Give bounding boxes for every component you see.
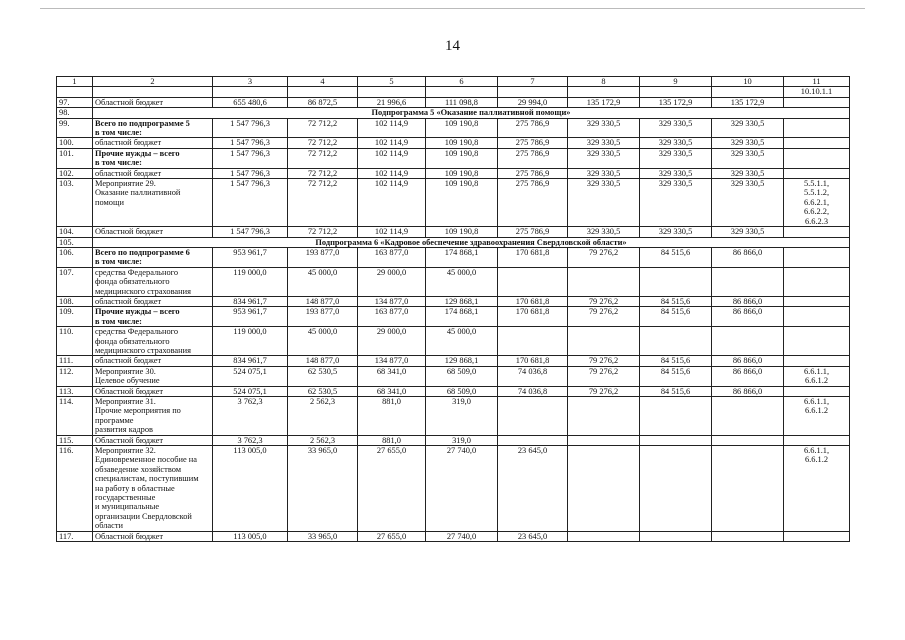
target-code: 6.6.1.1, 6.6.1.2 — [784, 446, 850, 532]
amount-cell — [712, 446, 784, 532]
amount-cell: 109 190,8 — [426, 179, 498, 227]
amount-cell: 275 786,9 — [498, 138, 568, 148]
amount-cell: 72 712,2 — [288, 118, 358, 138]
target-code — [784, 531, 850, 541]
row-label: Всего по подпрограмме 5 в том числе: — [93, 118, 213, 138]
amount-cell — [568, 435, 640, 445]
amount-cell: 23 645,0 — [498, 531, 568, 541]
row-number: 106. — [57, 247, 93, 267]
target-code — [784, 247, 850, 267]
amount-cell: 72 712,2 — [288, 148, 358, 168]
amount-cell: 135 172,9 — [712, 97, 784, 107]
row-label: Областной бюджет — [93, 435, 213, 445]
amount-cell: 102 114,9 — [358, 179, 426, 227]
table-row — [57, 446, 850, 532]
amount-cell: 86 866,0 — [712, 247, 784, 267]
target-code — [784, 435, 850, 445]
amount-cell: 163 877,0 — [358, 307, 426, 327]
row-number: 104. — [57, 227, 93, 237]
amount-cell — [498, 327, 568, 356]
row-label: Областной бюджет — [93, 97, 213, 107]
target-code — [784, 118, 850, 138]
amount-cell — [640, 435, 712, 445]
amount-cell: 27 655,0 — [358, 531, 426, 541]
amount-cell: 329 330,5 — [712, 179, 784, 227]
amount-cell: 193 877,0 — [288, 247, 358, 267]
amount-cell: 881,0 — [358, 435, 426, 445]
table-body — [57, 87, 850, 542]
amount-cell — [568, 446, 640, 532]
amount-cell — [640, 397, 712, 436]
amount-cell: 319,0 — [426, 435, 498, 445]
amount-cell: 102 114,9 — [358, 227, 426, 237]
row-number: 107. — [57, 267, 93, 296]
amount-cell — [498, 267, 568, 296]
amount-cell: 84 515,6 — [640, 247, 712, 267]
amount-cell — [498, 397, 568, 436]
amount-cell — [426, 87, 498, 97]
amount-cell: 27 740,0 — [426, 531, 498, 541]
amount-cell: 45 000,0 — [426, 327, 498, 356]
table-row — [57, 97, 850, 107]
amount-cell: 68 341,0 — [358, 366, 426, 386]
row-number: 115. — [57, 435, 93, 445]
amount-cell — [640, 327, 712, 356]
table-row — [57, 386, 850, 396]
amount-cell: 329 330,5 — [712, 148, 784, 168]
table-row — [57, 307, 850, 327]
amount-cell — [712, 87, 784, 97]
amount-cell: 524 075,1 — [213, 366, 288, 386]
amount-cell — [288, 87, 358, 97]
amount-cell — [568, 87, 640, 97]
amount-cell: 86 872,5 — [288, 97, 358, 107]
column-header: 7 — [498, 77, 568, 87]
row-number: 102. — [57, 168, 93, 178]
target-code — [784, 307, 850, 327]
amount-cell: 135 172,9 — [568, 97, 640, 107]
amount-cell — [712, 267, 784, 296]
amount-cell: 62 530,5 — [288, 386, 358, 396]
amount-cell: 329 330,5 — [568, 148, 640, 168]
row-number: 111. — [57, 356, 93, 366]
row-number: 117. — [57, 531, 93, 541]
amount-cell: 29 994,0 — [498, 97, 568, 107]
budget-table — [56, 76, 850, 542]
amount-cell: 329 330,5 — [568, 168, 640, 178]
amount-cell: 29 000,0 — [358, 267, 426, 296]
amount-cell — [568, 327, 640, 356]
target-code — [784, 267, 850, 296]
amount-cell: 1 547 796,3 — [213, 118, 288, 138]
amount-cell: 119 000,0 — [213, 267, 288, 296]
amount-cell — [568, 267, 640, 296]
amount-cell — [358, 87, 426, 97]
amount-cell: 170 681,8 — [498, 296, 568, 306]
amount-cell: 72 712,2 — [288, 179, 358, 227]
row-label: Прочие нужды – всего в том числе: — [93, 307, 213, 327]
row-label: Мероприятие 32. Единовременное пособие на обзаведение хозяйством специалистам, поступившим на работу в областные государственные и муниципальные организации Свердловской области — [93, 446, 213, 532]
table-row — [57, 168, 850, 178]
amount-cell: 102 114,9 — [358, 138, 426, 148]
amount-cell: 170 681,8 — [498, 356, 568, 366]
target-code: 10.10.1.1 — [784, 87, 850, 97]
amount-cell: 174 868,1 — [426, 307, 498, 327]
row-label: Областной бюджет — [93, 227, 213, 237]
section-title: Подпрограмма 5 «Оказание паллиативной помощи» — [93, 108, 850, 118]
amount-cell: 129 868,1 — [426, 356, 498, 366]
amount-cell: 275 786,9 — [498, 227, 568, 237]
amount-cell: 84 515,6 — [640, 307, 712, 327]
target-code — [784, 97, 850, 107]
row-number: 112. — [57, 366, 93, 386]
amount-cell — [712, 327, 784, 356]
row-number: 103. — [57, 179, 93, 227]
amount-cell — [712, 531, 784, 541]
row-number: 99. — [57, 118, 93, 138]
amount-cell — [568, 531, 640, 541]
row-number: 105. — [57, 237, 93, 247]
amount-cell: 86 866,0 — [712, 307, 784, 327]
amount-cell — [213, 87, 288, 97]
amount-cell: 275 786,9 — [498, 168, 568, 178]
amount-cell: 72 712,2 — [288, 168, 358, 178]
column-header: 4 — [288, 77, 358, 87]
row-label: областной бюджет — [93, 356, 213, 366]
table-row — [57, 366, 850, 386]
amount-cell: 79 276,2 — [568, 296, 640, 306]
amount-cell: 102 114,9 — [358, 118, 426, 138]
target-code: 5.5.1.1, 5.5.1.2, 6.6.2.1, 6.6.2.2, 6.6.2.3 — [784, 179, 850, 227]
amount-cell: 329 330,5 — [712, 118, 784, 138]
section-row — [57, 237, 850, 247]
amount-cell: 329 330,5 — [640, 138, 712, 148]
amount-cell: 193 877,0 — [288, 307, 358, 327]
top-rule — [40, 8, 865, 9]
amount-cell: 2 562,3 — [288, 435, 358, 445]
row-number: 97. — [57, 97, 93, 107]
amount-cell: 524 075,1 — [213, 386, 288, 396]
row-label: Областной бюджет — [93, 386, 213, 396]
amount-cell: 329 330,5 — [568, 179, 640, 227]
amount-cell: 84 515,6 — [640, 356, 712, 366]
amount-cell: 72 712,2 — [288, 138, 358, 148]
amount-cell: 170 681,8 — [498, 247, 568, 267]
column-header: 2 — [93, 77, 213, 87]
amount-cell: 3 762,3 — [213, 397, 288, 436]
amount-cell: 1 547 796,3 — [213, 138, 288, 148]
row-label: средства Федерального фонда обязательного медицинского страхования — [93, 267, 213, 296]
amount-cell: 129 868,1 — [426, 296, 498, 306]
amount-cell — [568, 397, 640, 436]
amount-cell: 329 330,5 — [640, 227, 712, 237]
amount-cell: 84 515,6 — [640, 386, 712, 396]
amount-cell: 74 036,8 — [498, 386, 568, 396]
amount-cell: 84 515,6 — [640, 296, 712, 306]
amount-cell: 329 330,5 — [568, 118, 640, 138]
amount-cell: 148 877,0 — [288, 296, 358, 306]
table-row — [57, 531, 850, 541]
amount-cell: 113 005,0 — [213, 446, 288, 532]
target-code — [784, 168, 850, 178]
amount-cell: 329 330,5 — [712, 168, 784, 178]
amount-cell: 109 190,8 — [426, 168, 498, 178]
row-label — [93, 87, 213, 97]
amount-cell: 1 547 796,3 — [213, 227, 288, 237]
row-label: Областной бюджет — [93, 531, 213, 541]
table-row — [57, 247, 850, 267]
amount-cell: 163 877,0 — [358, 247, 426, 267]
amount-cell: 834 961,7 — [213, 356, 288, 366]
amount-cell: 134 877,0 — [358, 296, 426, 306]
section-title: Подпрограмма 6 «Кадровое обеспечение здравоохранения Свердловской области» — [93, 237, 850, 247]
row-number: 101. — [57, 148, 93, 168]
target-code — [784, 227, 850, 237]
amount-cell: 45 000,0 — [288, 327, 358, 356]
amount-cell: 33 965,0 — [288, 446, 358, 532]
target-code — [784, 327, 850, 356]
amount-cell: 21 996,6 — [358, 97, 426, 107]
amount-cell: 2 562,3 — [288, 397, 358, 436]
row-number: 110. — [57, 327, 93, 356]
target-code: 6.6.1.1, 6.6.1.2 — [784, 397, 850, 436]
section-row — [57, 108, 850, 118]
row-label: областной бюджет — [93, 168, 213, 178]
amount-cell: 1 547 796,3 — [213, 148, 288, 168]
amount-cell — [640, 267, 712, 296]
amount-cell — [712, 397, 784, 436]
amount-cell: 3 762,3 — [213, 435, 288, 445]
column-header: 1 — [57, 77, 93, 87]
amount-cell: 29 000,0 — [358, 327, 426, 356]
row-number: 113. — [57, 386, 93, 396]
table-row — [57, 435, 850, 445]
amount-cell: 135 172,9 — [640, 97, 712, 107]
amount-cell: 79 276,2 — [568, 366, 640, 386]
target-code — [784, 296, 850, 306]
row-number: 98. — [57, 108, 93, 118]
row-label: Мероприятие 29. Оказание паллиативной помощи — [93, 179, 213, 227]
table-row — [57, 148, 850, 168]
amount-cell — [640, 446, 712, 532]
amount-cell: 86 866,0 — [712, 296, 784, 306]
amount-cell: 109 190,8 — [426, 138, 498, 148]
row-label: Мероприятие 31. Прочие мероприятия по программе развития кадров — [93, 397, 213, 436]
row-number: 109. — [57, 307, 93, 327]
row-number: 116. — [57, 446, 93, 532]
table-row — [57, 296, 850, 306]
amount-cell: 62 530,5 — [288, 366, 358, 386]
amount-cell: 45 000,0 — [288, 267, 358, 296]
target-code — [784, 356, 850, 366]
row-number: 114. — [57, 397, 93, 436]
table-header-row — [57, 77, 850, 87]
table-row — [57, 179, 850, 227]
column-header: 8 — [568, 77, 640, 87]
column-header: 6 — [426, 77, 498, 87]
amount-cell: 1 547 796,3 — [213, 179, 288, 227]
table-row — [57, 118, 850, 138]
amount-cell: 834 961,7 — [213, 296, 288, 306]
amount-cell: 329 330,5 — [568, 138, 640, 148]
target-code — [784, 386, 850, 396]
amount-cell: 329 330,5 — [640, 179, 712, 227]
amount-cell: 329 330,5 — [640, 148, 712, 168]
amount-cell — [640, 531, 712, 541]
amount-cell: 1 547 796,3 — [213, 168, 288, 178]
amount-cell: 174 868,1 — [426, 247, 498, 267]
amount-cell: 170 681,8 — [498, 307, 568, 327]
column-header: 5 — [358, 77, 426, 87]
amount-cell: 109 190,8 — [426, 118, 498, 138]
row-label: Прочие нужды – всего в том числе: — [93, 148, 213, 168]
amount-cell: 68 341,0 — [358, 386, 426, 396]
amount-cell: 329 330,5 — [568, 227, 640, 237]
row-label: средства Федерального фонда обязательного медицинского страхования — [93, 327, 213, 356]
row-number — [57, 87, 93, 97]
amount-cell: 79 276,2 — [568, 356, 640, 366]
amount-cell: 119 000,0 — [213, 327, 288, 356]
table-row — [57, 267, 850, 296]
amount-cell: 23 645,0 — [498, 446, 568, 532]
amount-cell: 79 276,2 — [568, 247, 640, 267]
amount-cell: 86 866,0 — [712, 356, 784, 366]
amount-cell: 329 330,5 — [712, 227, 784, 237]
row-label: Всего по подпрограмме 6 в том числе: — [93, 247, 213, 267]
target-code — [784, 148, 850, 168]
amount-cell: 113 005,0 — [213, 531, 288, 541]
amount-cell: 953 961,7 — [213, 247, 288, 267]
column-header: 11 — [784, 77, 850, 87]
amount-cell: 881,0 — [358, 397, 426, 436]
amount-cell: 79 276,2 — [568, 307, 640, 327]
amount-cell: 111 098,8 — [426, 97, 498, 107]
amount-cell: 72 712,2 — [288, 227, 358, 237]
row-number: 100. — [57, 138, 93, 148]
row-label: областной бюджет — [93, 138, 213, 148]
amount-cell — [640, 87, 712, 97]
page-number: 14 — [445, 38, 460, 54]
amount-cell — [498, 87, 568, 97]
target-code — [784, 138, 850, 148]
row-label: областной бюджет — [93, 296, 213, 306]
table-row — [57, 397, 850, 436]
amount-cell: 275 786,9 — [498, 179, 568, 227]
amount-cell: 86 866,0 — [712, 386, 784, 396]
amount-cell: 329 330,5 — [640, 168, 712, 178]
column-header: 10 — [712, 77, 784, 87]
table-row — [57, 87, 850, 97]
table-row — [57, 356, 850, 366]
table-row — [57, 327, 850, 356]
column-header: 9 — [640, 77, 712, 87]
amount-cell: 655 480,6 — [213, 97, 288, 107]
amount-cell: 45 000,0 — [426, 267, 498, 296]
row-label: Мероприятие 30. Целевое обучение — [93, 366, 213, 386]
amount-cell: 134 877,0 — [358, 356, 426, 366]
amount-cell: 79 276,2 — [568, 386, 640, 396]
amount-cell: 102 114,9 — [358, 168, 426, 178]
amount-cell: 953 961,7 — [213, 307, 288, 327]
row-number: 108. — [57, 296, 93, 306]
amount-cell: 329 330,5 — [640, 118, 712, 138]
amount-cell: 148 877,0 — [288, 356, 358, 366]
amount-cell: 319,0 — [426, 397, 498, 436]
amount-cell: 27 655,0 — [358, 446, 426, 532]
amount-cell: 275 786,9 — [498, 148, 568, 168]
amount-cell: 74 036,8 — [498, 366, 568, 386]
amount-cell: 102 114,9 — [358, 148, 426, 168]
amount-cell: 109 190,8 — [426, 148, 498, 168]
amount-cell: 329 330,5 — [712, 138, 784, 148]
amount-cell: 33 965,0 — [288, 531, 358, 541]
amount-cell — [712, 435, 784, 445]
column-header: 3 — [213, 77, 288, 87]
amount-cell: 86 866,0 — [712, 366, 784, 386]
amount-cell — [498, 435, 568, 445]
target-code: 6.6.1.1, 6.6.1.2 — [784, 366, 850, 386]
table-row — [57, 227, 850, 237]
amount-cell: 27 740,0 — [426, 446, 498, 532]
amount-cell: 68 509,0 — [426, 366, 498, 386]
amount-cell: 84 515,6 — [640, 366, 712, 386]
table-row — [57, 138, 850, 148]
amount-cell: 109 190,8 — [426, 227, 498, 237]
amount-cell: 275 786,9 — [498, 118, 568, 138]
amount-cell: 68 509,0 — [426, 386, 498, 396]
